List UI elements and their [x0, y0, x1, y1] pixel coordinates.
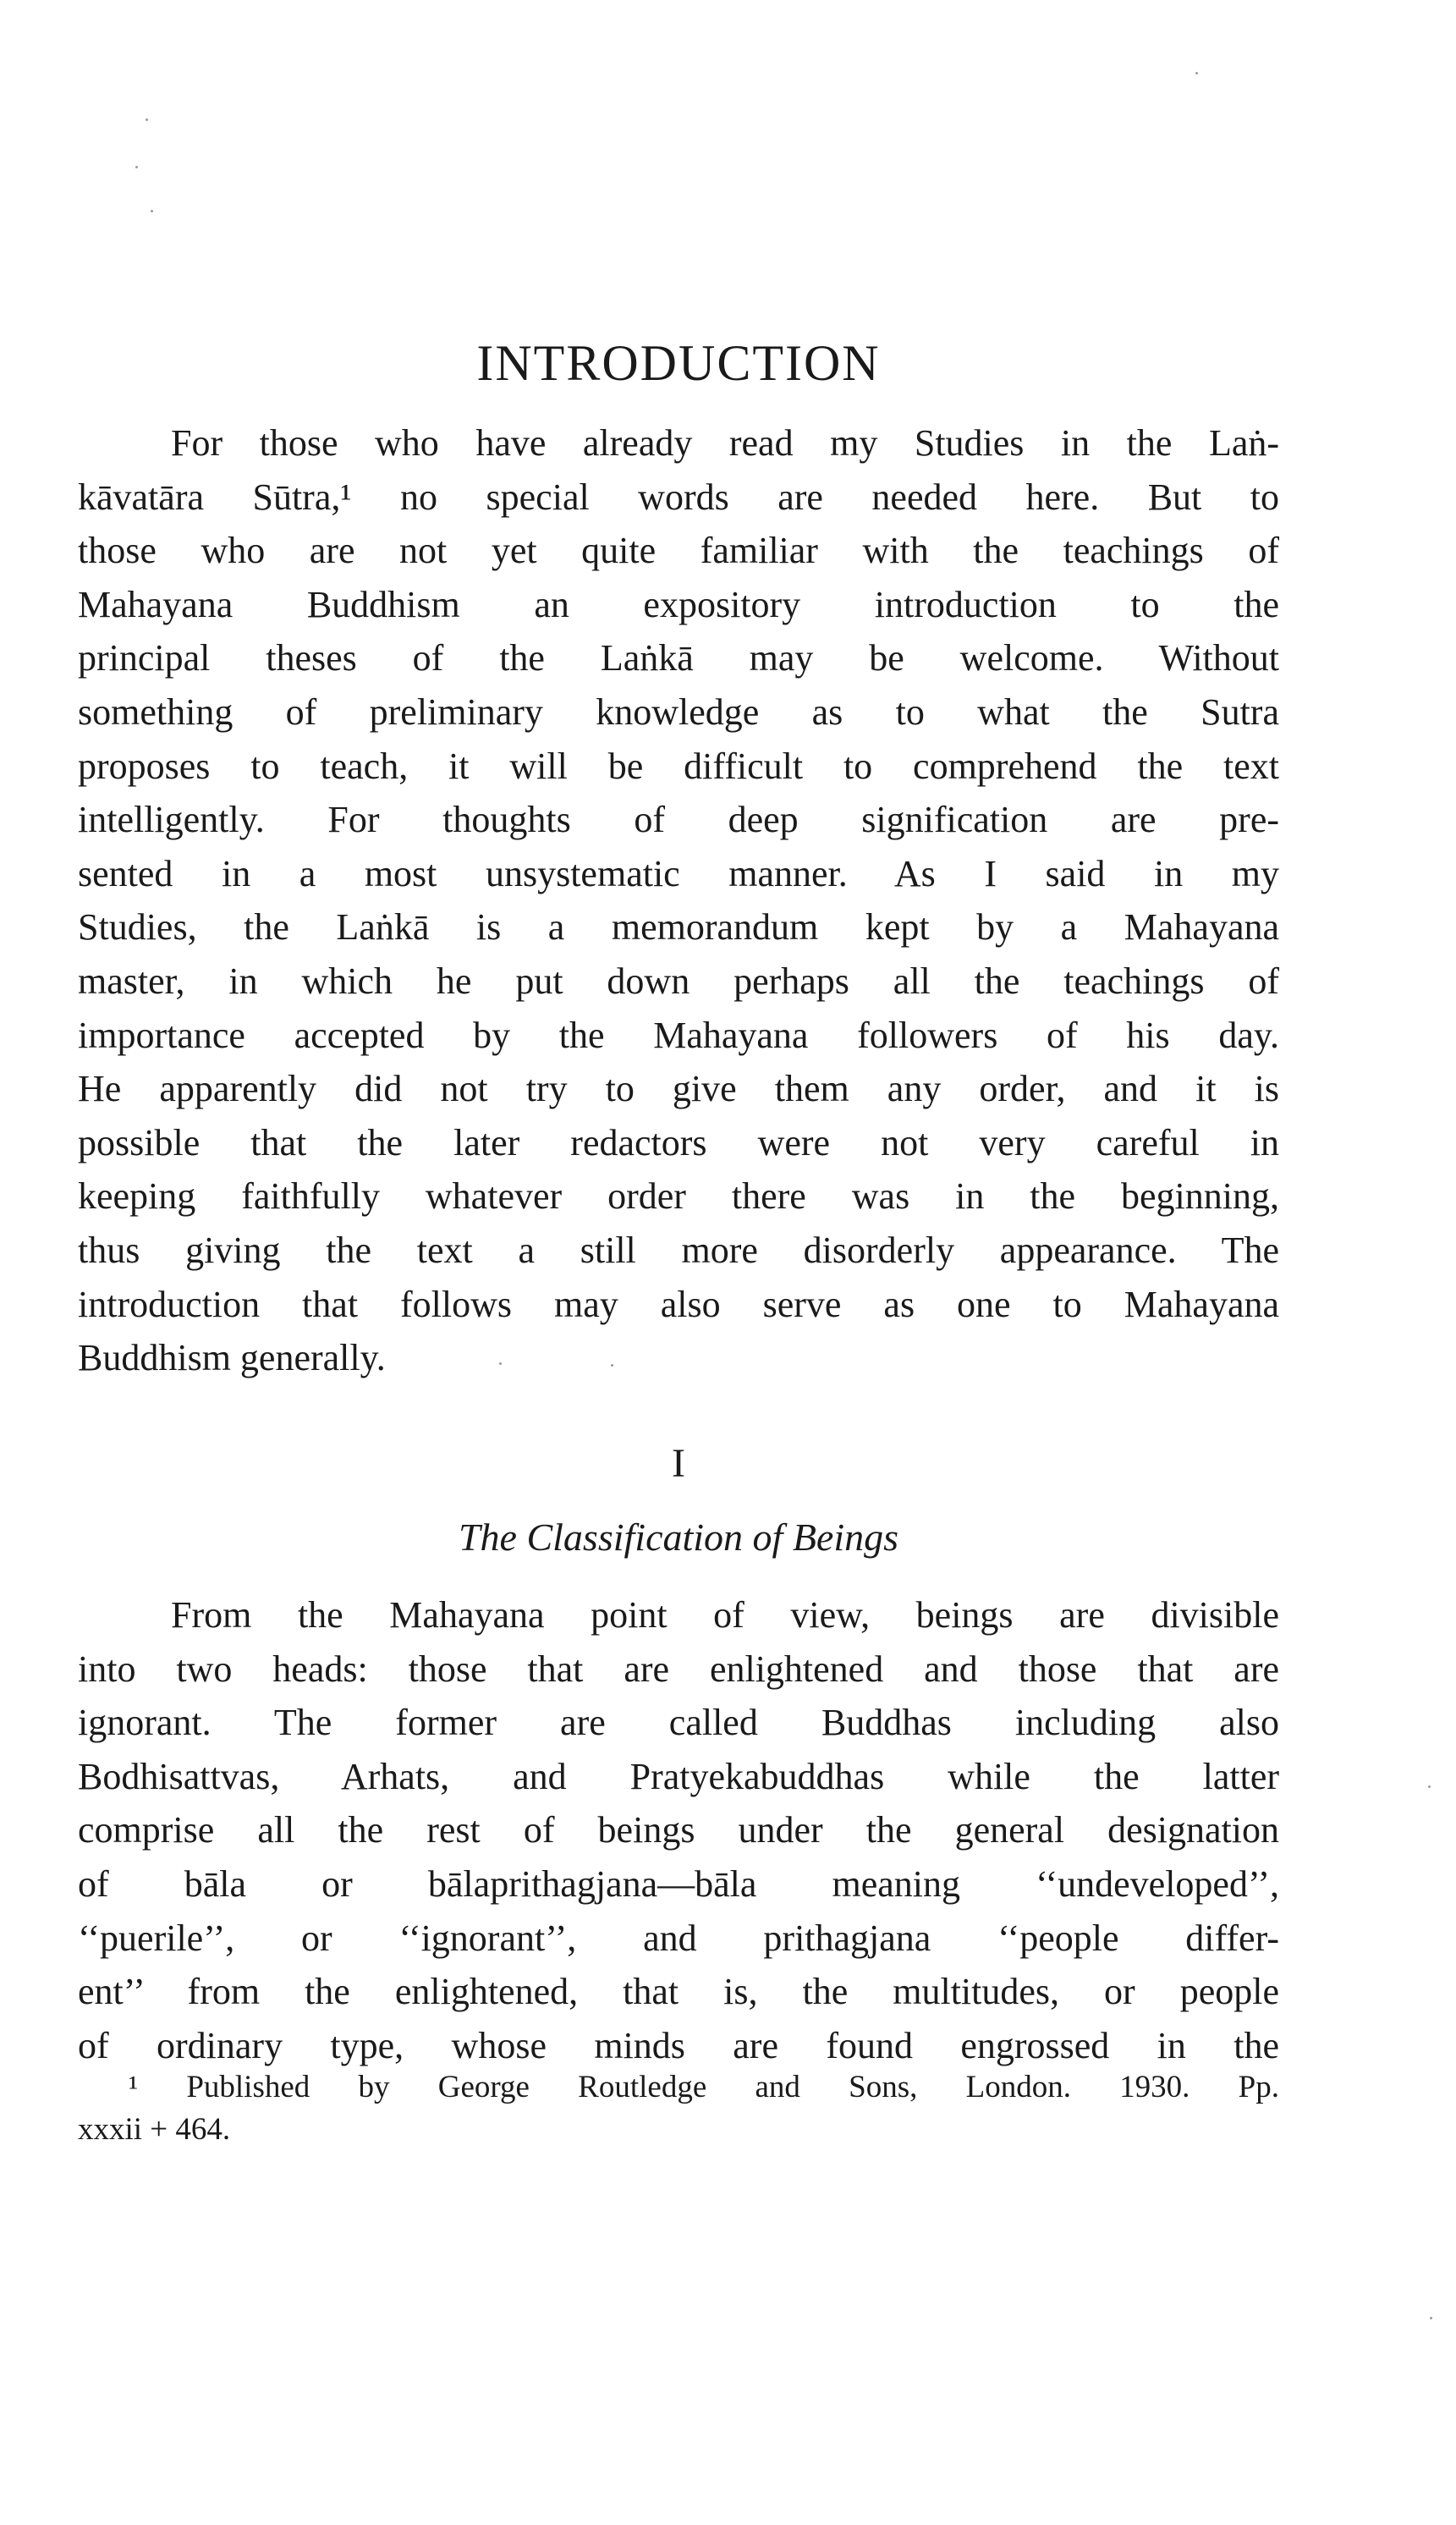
- text-line: Bodhisattvas, Arhats, and Pratyekabuddhas while the latter: [78, 1755, 1279, 1797]
- scan-speck: [135, 166, 138, 168]
- scan-speck: [611, 1364, 613, 1367]
- footnote: [78, 2066, 1279, 2151]
- text-line: possible that the later redactors were not very careful in: [78, 1121, 1279, 1163]
- footnote-line: xxxii + 464.: [78, 2112, 231, 2147]
- text-line: Mahayana Buddhism an expository introduction to the: [78, 583, 1279, 625]
- text-line: those who are not yet quite familiar with the teachings of: [78, 530, 1279, 572]
- text-line: proposes to teach, it will be difficult to comprehend the text: [78, 745, 1279, 787]
- text-line: Buddhism generally.: [78, 1337, 386, 1379]
- text-line: introduction that follows may also serve as one to Mahayana: [78, 1283, 1279, 1325]
- text-line: ‘‘puerile’’, or ‘‘ignorant’’, and prithagjana ‘‘people differ-: [78, 1917, 1279, 1959]
- text-line: ent’’ from the enlightened, that is, the multitudes, or people: [78, 1971, 1279, 2013]
- text-line: For those who have already read my Studies in the Laṅ-: [171, 422, 1279, 464]
- scan-speck: [146, 118, 148, 121]
- scan-speck: [499, 1362, 502, 1365]
- text-line: ignorant. The former are called Buddhas including also: [78, 1702, 1279, 1744]
- section-number: I: [672, 1441, 685, 1486]
- text-line: into two heads: those that are enlightened and those that are: [78, 1648, 1279, 1690]
- classification-paragraph: [78, 1588, 1279, 2072]
- scan-speck: [151, 210, 153, 212]
- text-line: comprise all the rest of beings under the general designation: [78, 1809, 1279, 1851]
- text-line: of bāla or bālaprithagjana—bāla meaning ‘‘undeveloped’’,: [78, 1862, 1279, 1905]
- text-line: intelligently. For thoughts of deep signification are pre-: [78, 799, 1279, 841]
- text-line: Studies, the Laṅkā is a memorandum kept by a Mahayana: [78, 906, 1279, 949]
- text-line: something of preliminary knowledge as to what the Sutra: [78, 690, 1279, 733]
- footnote-line: ¹ Published by George Routledge and Sons, London. 1930. Pp.: [129, 2070, 1279, 2104]
- scan-speck: [1430, 2317, 1432, 2319]
- text-line: principal theses of the Laṅkā may be welcome. Without: [78, 637, 1279, 679]
- page-title: INTRODUCTION: [476, 335, 881, 391]
- intro-paragraph: [78, 416, 1279, 1385]
- text-line: master, in which he put down perhaps all the teachings of: [78, 960, 1279, 1002]
- text-line: From the Mahayana point of view, beings are divisible: [171, 1594, 1279, 1636]
- scan-speck: [1195, 72, 1198, 74]
- scan-speck: [1428, 1785, 1431, 1788]
- text-line: thus giving the text a still more disorderly appearance. The: [78, 1229, 1279, 1271]
- text-line: keeping faithfully whatever order there was in the beginning,: [78, 1175, 1279, 1218]
- section-title: The Classification of Beings: [458, 1516, 899, 1559]
- text-line: kāvatāra Sūtra,¹ no special words are needed here. But to: [78, 476, 1279, 518]
- book-page: [78, 0, 1279, 2525]
- text-line: sented in a most unsystematic manner. As I said in my: [78, 852, 1279, 894]
- text-line: importance accepted by the Mahayana followers of his day.: [78, 1014, 1279, 1056]
- text-line: He apparently did not try to give them any order, and it is: [78, 1068, 1279, 1110]
- text-line: of ordinary type, whose minds are found engrossed in the: [78, 2024, 1279, 2066]
